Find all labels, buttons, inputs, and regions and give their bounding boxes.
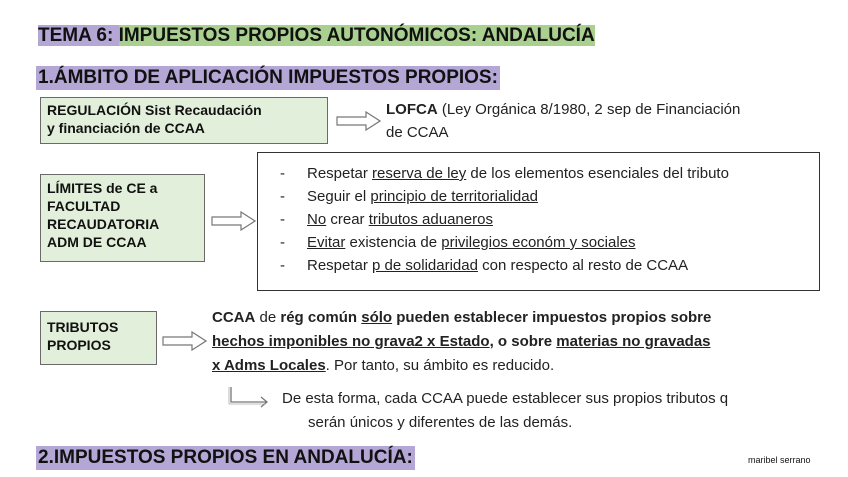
list-item: - No crear tributos aduaneros	[280, 211, 493, 228]
arrow-right-icon	[336, 111, 381, 131]
lofca-rest: (Ley Orgánica 8/1980, 2 sep de Financiación	[437, 101, 741, 118]
tributos-line2: PROPIOS	[47, 337, 111, 353]
tributos-paragraph: CCAA de rég común sólo pueden establecer impuestos propios sobre hechos imponibles no grava2 x Estado, o sobre materias no gravadas x Adms Locales. Por tanto, su ámbito es reducido.	[212, 309, 712, 374]
consequence-line2: serán únicos y diferentes de las demás.	[308, 414, 573, 431]
lofca-bold: LOFCA	[386, 101, 438, 118]
list-item: - Evitar existencia de privilegios económ y sociales	[280, 234, 636, 251]
tributos-box	[40, 311, 157, 365]
list-item: - Seguir el principio de territorialidad	[280, 188, 538, 205]
limites-line2: FACULTAD	[47, 198, 121, 214]
limites-line4: ADM DE CCAA	[47, 234, 147, 250]
limites-box	[40, 174, 205, 262]
list-item: - Respetar p de solidaridad con respecto al resto de CCAA	[280, 257, 689, 274]
arrow-right-icon	[211, 211, 256, 231]
page-title	[36, 24, 597, 48]
section2-title: 2.IMPUESTOS PROPIOS EN ANDALUCÍA:	[38, 447, 413, 468]
limites-line1: LÍMITES de CE a	[47, 180, 158, 196]
regulacion-line1: REGULACIÓN Sist Recaudación	[47, 102, 262, 118]
title-main: IMPUESTOS PROPIOS AUTONÓMICOS: ANDALUCÍA	[118, 25, 595, 46]
regulacion-line2: y financiación de CCAA	[47, 120, 205, 136]
arrow-right-icon	[162, 331, 207, 351]
regulacion-box	[40, 97, 328, 144]
limites-line3: RECAUDATORIA	[47, 216, 160, 232]
signature: maribel serrano	[748, 455, 811, 465]
section1-title: 1.ÁMBITO DE APLICACIÓN IMPUESTOS PROPIOS:	[38, 67, 498, 88]
lofca-line2: de CCAA	[386, 124, 449, 141]
consequence-line1: De esta forma, cada CCAA puede establecer sus propios tributos q	[282, 390, 729, 407]
lofca-text	[386, 98, 740, 122]
corner-arrow-icon	[228, 386, 276, 408]
tributos-line1: TRIBUTOS	[47, 319, 119, 335]
list-item: - Respetar reserva de ley de los elementos esenciales del tributo	[280, 165, 729, 182]
title-prefix: TEMA 6:	[38, 25, 119, 46]
limits-list	[257, 152, 820, 291]
